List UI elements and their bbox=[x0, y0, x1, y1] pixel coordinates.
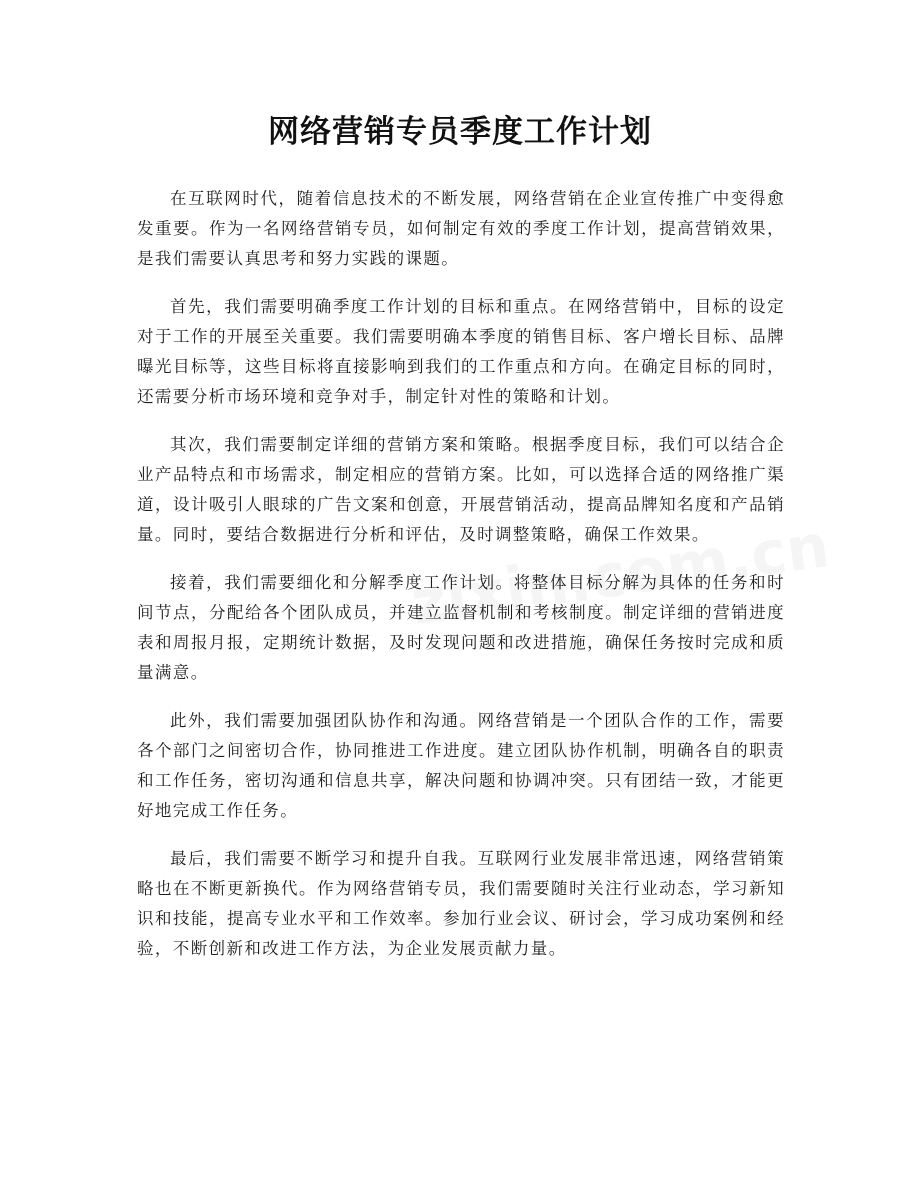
paragraph-intro: 在互联网时代，随着信息技术的不断发展，网络营销在企业宣传推广中变得愈发重要。作为一名网络营销专员，如何制定有效的季度工作计划，提高营销效果，是我们需要认真思考和努力实践的课题。 bbox=[137, 189, 785, 268]
paragraph-strategy: 其次，我们需要制定详细的营销方案和策略。根据季度目标，我们可以结合企业产品特点和市场需求，制定相应的营销方案。比如，可以选择合适的网络推广渠道，设计吸引人眼球的广告文案和创意，开展营销活动，提高品牌知名度和产品销量。同时，要结合数据进行分析和评估，及时调整策略，确保工作效果。 bbox=[137, 435, 785, 544]
paragraph-teamwork: 此外，我们需要加强团队协作和沟通。网络营销是一个团队合作的工作，需要各个部门之间密切合作，协同推进工作进度。建立团队协作机制，明确各自的职责和工作任务，密切沟通和信息共享，解决问题和协调冲突。只有团结一致，才能更好地完成工作任务。 bbox=[137, 711, 785, 820]
document-body bbox=[137, 184, 785, 982]
paragraph-breakdown: 接着，我们需要细化和分解季度工作计划。将整体目标分解为具体的任务和时间节点，分配给各个团队成员，并建立监督机制和考核制度。制定详细的营销进度表和周报月报，定期统计数据，及时发现问题和改进措施，确保任务按时完成和质量满意。 bbox=[137, 573, 785, 682]
document-title: 网络营销专员季度工作计划 bbox=[268, 114, 652, 150]
paragraph-learning: 最后，我们需要不断学习和提升自我。互联网行业发展非常迅速，网络营销策略也在不断更新换代。作为网络营销专员，我们需要随时关注行业动态，学习新知识和技能，提高专业水平和工作效率。参加行业会议、研讨会，学习成功案例和经验，不断创新和改进工作方法，为企业发展贡献力量。 bbox=[137, 849, 785, 958]
paragraph-goals: 首先，我们需要明确季度工作计划的目标和重点。在网络营销中，目标的设定对于工作的开展至关重要。我们需要明确本季度的销售目标、客户增长目标、品牌曝光目标等，这些目标将直接影响到我们的工作重点和方向。在确定目标的同时，还需要分析市场环境和竞争对手，制定针对性的策略和计划。 bbox=[137, 297, 785, 406]
